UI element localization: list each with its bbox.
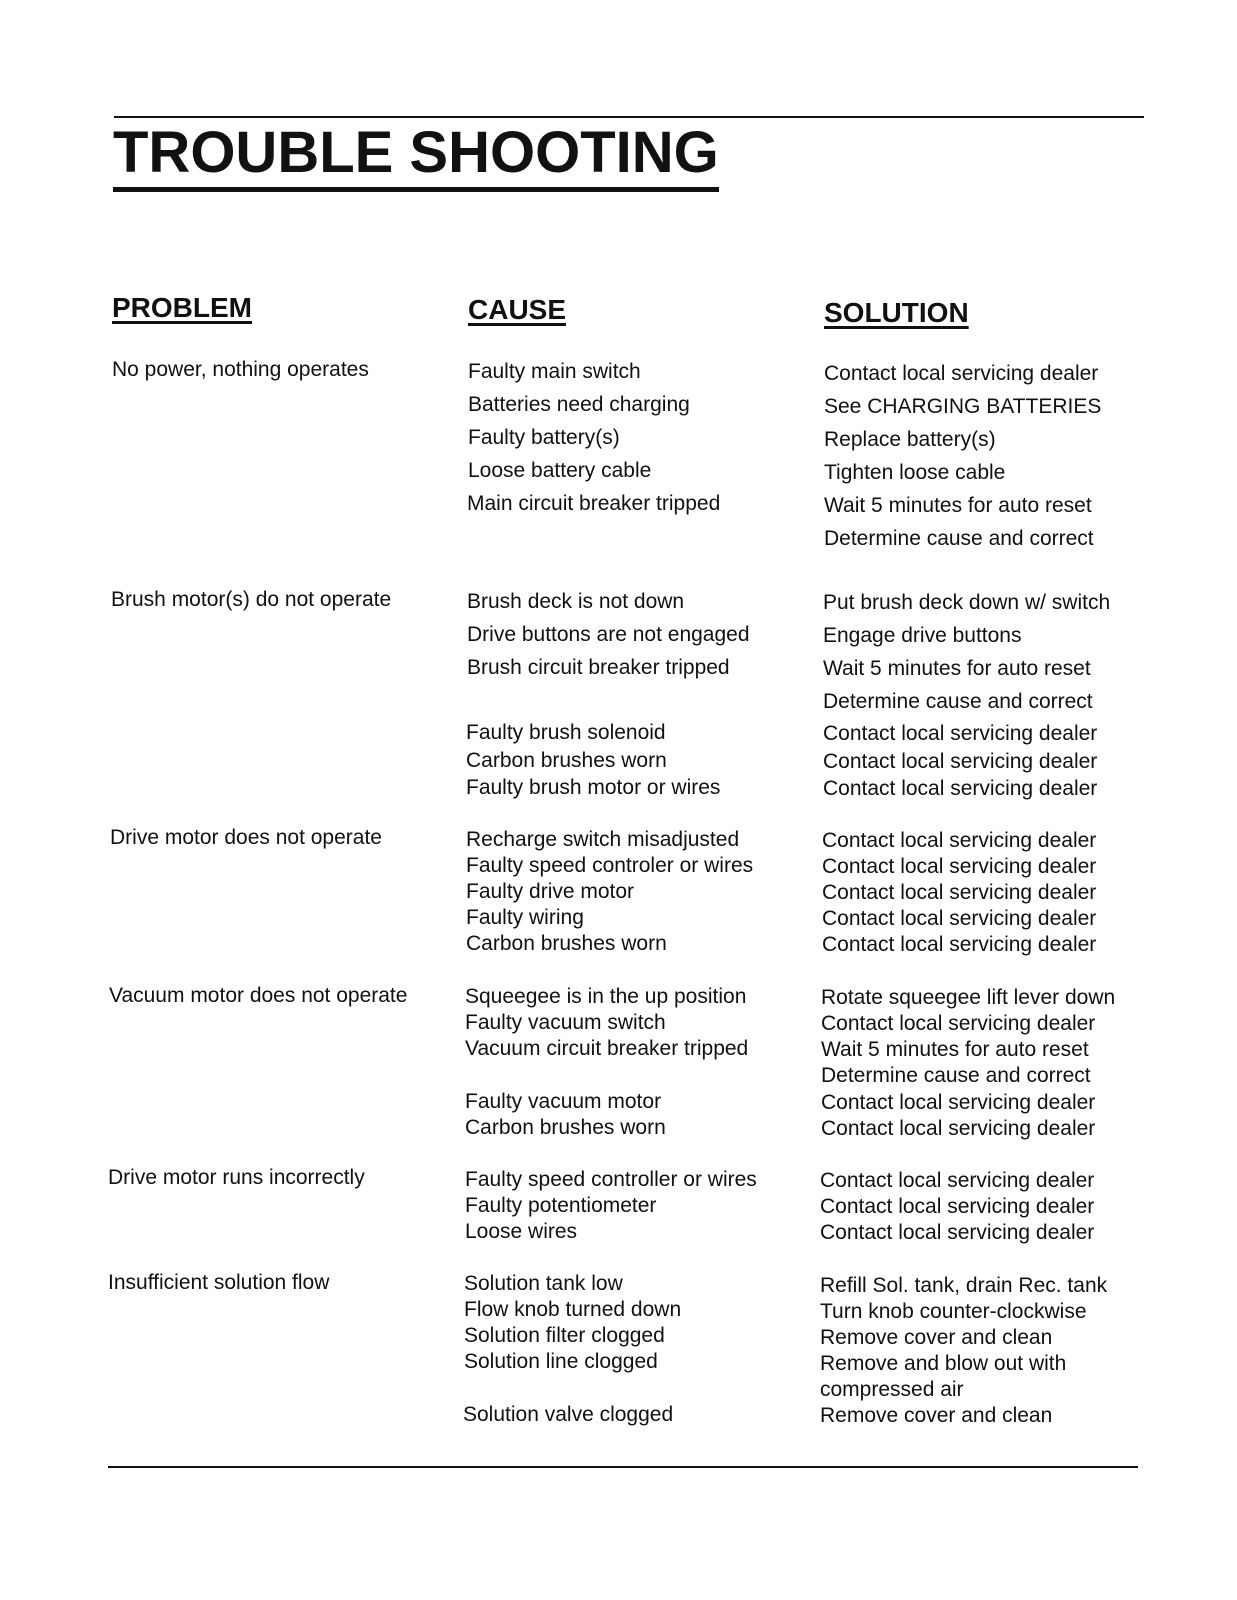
problem-text: Insufficient solution flow <box>108 1271 330 1294</box>
solution-text: compressed air <box>820 1378 964 1401</box>
cause-text: Solution filter clogged <box>464 1324 665 1347</box>
solution-text: Tighten loose cable <box>824 461 1006 484</box>
cause-text: Carbon brushes worn <box>466 749 667 772</box>
problem-column-header: PROBLEM <box>112 292 252 323</box>
problem-text: Vacuum motor does not operate <box>109 984 408 1007</box>
cause-text: Main circuit breaker tripped <box>467 492 721 515</box>
cause-text: Carbon brushes worn <box>466 932 667 955</box>
cause-text: Faulty main switch <box>468 360 641 383</box>
cause-column-header: CAUSE <box>468 294 567 325</box>
cause-text: Faulty brush solenoid <box>466 721 666 744</box>
solution-text: Remove cover and clean <box>820 1404 1053 1427</box>
solution-text: Contact local servicing dealer <box>823 722 1098 745</box>
solution-text: Contact local servicing dealer <box>821 1012 1096 1035</box>
solution-text: Turn knob counter-clockwise <box>820 1300 1087 1323</box>
solution-text: Contact local servicing dealer <box>824 362 1099 385</box>
solution-text: See CHARGING BATTERIES <box>824 395 1102 418</box>
solution-text: Contact local servicing dealer <box>821 1117 1096 1140</box>
solution-text: Remove and blow out with <box>820 1352 1067 1375</box>
cause-text: Solution valve clogged <box>463 1403 674 1426</box>
cause-text: Recharge switch misadjusted <box>466 828 740 851</box>
solution-text: Wait 5 minutes for auto reset <box>823 657 1091 680</box>
solution-text: Replace battery(s) <box>824 428 996 451</box>
solution-text: Remove cover and clean <box>820 1326 1053 1349</box>
cause-text: Flow knob turned down <box>464 1298 682 1321</box>
solution-text: Contact local servicing dealer <box>822 881 1097 904</box>
cause-text: Faulty wiring <box>466 906 584 929</box>
solution-text: Refill Sol. tank, drain Rec. tank <box>820 1274 1108 1297</box>
solution-text: Rotate squeegee lift lever down <box>821 986 1116 1009</box>
cause-text: Vacuum circuit breaker tripped <box>465 1037 749 1060</box>
solution-text: Contact local servicing dealer <box>822 907 1097 930</box>
cause-text: Faulty speed controler or wires <box>466 854 754 877</box>
top-rule <box>114 116 1144 118</box>
cause-text: Batteries need charging <box>468 393 690 416</box>
solution-text: Contact local servicing dealer <box>820 1169 1095 1192</box>
solution-text: Wait 5 minutes for auto reset <box>821 1038 1089 1061</box>
solution-column-header: SOLUTION <box>824 297 969 328</box>
cause-text: Faulty brush motor or wires <box>466 776 721 799</box>
solution-text: Contact local servicing dealer <box>820 1195 1095 1218</box>
solution-text: Determine cause and correct <box>824 527 1094 550</box>
cause-text: Faulty vacuum switch <box>465 1011 666 1034</box>
solution-text: Contact local servicing dealer <box>820 1221 1095 1244</box>
cause-text: Loose wires <box>465 1220 578 1243</box>
solution-text: Put brush deck down w/ switch <box>823 591 1111 614</box>
solution-text: Determine cause and correct <box>821 1064 1091 1087</box>
solution-text: Determine cause and correct <box>823 690 1093 713</box>
solution-text: Contact local servicing dealer <box>823 777 1098 800</box>
problem-text: Drive motor does not operate <box>110 826 382 849</box>
solution-text: Contact local servicing dealer <box>823 750 1098 773</box>
cause-text: Drive buttons are not engaged <box>467 623 750 646</box>
cause-text: Carbon brushes worn <box>465 1116 666 1139</box>
problem-text: No power, nothing operates <box>112 358 369 381</box>
page-title: TROUBLE SHOOTING <box>113 119 719 192</box>
solution-text: Wait 5 minutes for auto reset <box>824 494 1092 517</box>
cause-text: Faulty vacuum motor <box>465 1090 662 1113</box>
cause-text: Faulty battery(s) <box>468 426 620 449</box>
solution-text: Contact local servicing dealer <box>822 933 1097 956</box>
problem-text: Drive motor runs incorrectly <box>108 1166 365 1189</box>
solution-text: Contact local servicing dealer <box>822 855 1097 878</box>
cause-text: Brush deck is not down <box>467 590 685 613</box>
cause-text: Faulty speed controller or wires <box>465 1168 757 1191</box>
cause-text: Faulty potentiometer <box>465 1194 657 1217</box>
solution-text: Engage drive buttons <box>823 624 1022 647</box>
cause-text: Loose battery cable <box>468 459 652 482</box>
solution-text: Contact local servicing dealer <box>822 829 1097 852</box>
cause-text: Squeegee is in the up position <box>465 985 747 1008</box>
bottom-rule <box>108 1466 1138 1468</box>
cause-text: Brush circuit breaker tripped <box>467 656 730 679</box>
problem-text: Brush motor(s) do not operate <box>111 588 392 611</box>
cause-text: Solution tank low <box>464 1272 623 1295</box>
cause-text: Faulty drive motor <box>466 880 635 903</box>
solution-text: Contact local servicing dealer <box>821 1091 1096 1114</box>
cause-text: Solution line clogged <box>464 1350 658 1373</box>
